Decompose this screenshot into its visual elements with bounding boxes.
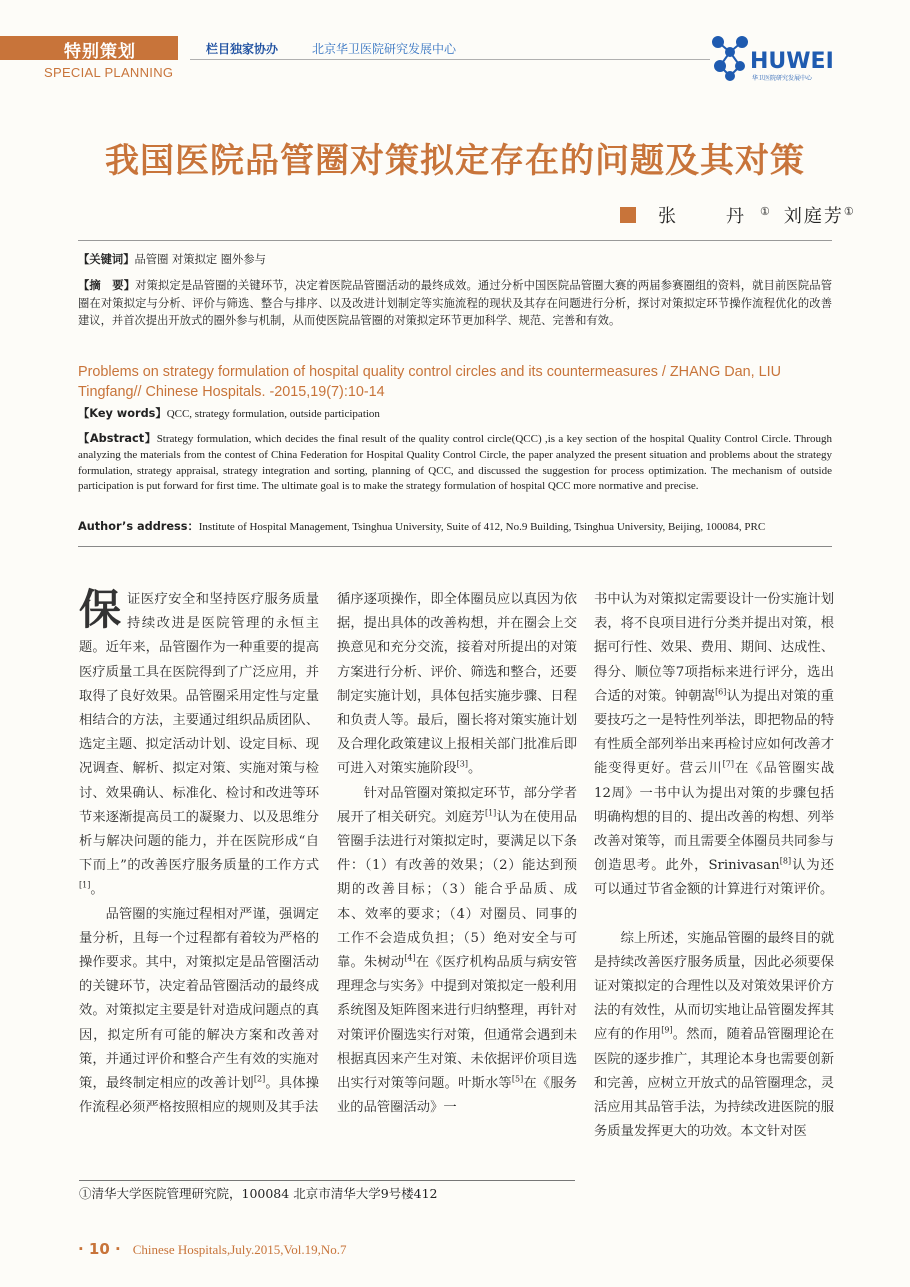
header-rule <box>190 59 710 60</box>
paragraph: 针对品管圈对策拟定环节，部分学者展开了相关研究。刘庭芳[1]认为在使用品管圈手法进行对策拟定时，要满足以下条件：（1）有改善的效果；（2）能达到预期的改善目标；（3）能合乎品质、成本、效率的要求；（4）对圈员、同事的工作不会造成负担；（5）绝对安全与可靠。朱树动[4]在《医疗机构品质与病安管理理念与实务》中提到对策拟定一般利用系统图及矩阵图来进行归纳整理，再针对对策评价圈选实行对策，但通常会遇到未根据真因来产生对策、未依据评价项目选出实行对策等问题。叶斯水等[5]在《服务业的品管圈活动》一 <box>337 785 578 1116</box>
journal-info: Chinese Hospitals,July.2015,Vol.19,No.7 <box>132 1242 347 1257</box>
section-title-en: SPECIAL PLANNING <box>44 65 174 80</box>
section-title-cn: 特别策划 <box>64 42 136 62</box>
en-abstract-text: Strategy formulation, which decides the final result of the quality control circle(QCC) ,is a key section of the hospital Quality Control Circle. Through analyzing the materials from the contest of China Federation for Hospital Quality Control Circle, the paper analyzed the present situation and problems about the strategy formulation, strategy appraisal, strategy integration and sorting, planning of QCC, and discussed the suggestion for process optimization. The mechanism of outside participation is put forward for first time. The ultimate goal is to make the strategy formulation of hospital QCC more normative and precise. <box>78 433 832 493</box>
body-column-2 <box>337 588 577 1120</box>
citation-ref: [4] <box>404 953 416 963</box>
author-square-icon <box>620 207 636 223</box>
drop-cap: 保 <box>79 585 122 634</box>
citation-ref: [3] <box>456 760 469 769</box>
paragraph: 循序逐项操作，即全体圈员应以真因为依据，提出具体的改善构想，并在圈会上交换意见和充分交流，接着对所提出的对策方案进行分析、评价、筛选和整合，还要制定实施计划，具体包括实施步骤、日程和负责人等。最后，圈长将对策实施计划及合理化政策建议上报相关部门批准后即可进入对策实施阶段[3]。 <box>337 592 577 777</box>
citation-ref: [7] <box>722 760 734 769</box>
author-2-mark: ① <box>843 205 854 218</box>
citation-ref: [6] <box>715 687 727 697</box>
author-2: 刘庭芳 <box>783 206 844 227</box>
column-sponsor-org: 北京华卫医院研究发展中心 <box>312 42 457 56</box>
en-keywords-label: 【Key words】 <box>78 407 167 420</box>
page-number: · 10 · <box>78 1240 121 1258</box>
address-label: Author’s address： <box>78 520 199 533</box>
abstract-en <box>78 431 832 495</box>
abstract-bottom-rule <box>78 546 832 547</box>
paragraph: 保证医疗安全和坚持医疗服务质量持续改进是医院管理的永恒主题。近年来，品管圈作为一种重要的提高医疗质量工具在医院得到了广泛应用，并取得了良好效果。品管圈采用定性与定量相结合的方法，主要通过组织品质团队、选定主题、拟定活动计划、设定目标、现况调查、解析、拟定对策、实施对策与检讨、效果确认、标准化、检讨和改进等环节来逐渐提高员工的凝聚力、以及思维分析与解决问题的能力，并在医院形成“自下而上”的改善医疗服务质量的工作方式[1]。 <box>79 585 319 898</box>
paragraph-gap <box>594 903 834 927</box>
english-citation-title: Problems on strategy formulation of hospital quality control circles and its countermeasures / ZHANG Dan, LIU Tingfang// Chinese Hospitals. -2015,19(7):10-14 <box>78 364 782 400</box>
paragraph: 书中认为对策拟定需要设计一份实施计划表，将不良项目进行分类并提出对策，根据可行性、效果、费用、期间、达成性、得分、顺位等7项指标来进行评分，选出合适的对策。钟朝嵩[6]认为提出对策的重要技巧之一是特性列举法，即把物品的特有性质全部列举出来再检讨应如何改善才能变得更好。营云川[7]在《品管圈实战12周》一书中认为提出对策的步骤包括明确构想的目的、提出改善的构想、列举改善对策等，而且需要全体圈员共同参与创造思考。此外，Srinivasan[8]认为还可以通过节省金额的计算进行对策评价。 <box>594 592 835 898</box>
citation-ref: [1] <box>484 808 497 818</box>
citation-ref: [8] <box>779 856 792 866</box>
address-text: Institute of Hospital Management, Tsinghua University, Suite of 412, No.9 Building, Tsinghua University, Beijing, 100084, PRC <box>198 521 766 533</box>
en-keywords-text: QCC, strategy formulation, outside participation <box>166 408 380 420</box>
citation-ref: [1] <box>79 881 91 891</box>
paragraph: 综上所述，实施品管圈的最终目的就是持续改善医疗服务质量，因此必须要保证对策拟定的合理性以及对策效果评价方法的有效性，从而切实地让品管圈发挥其应有的作用[9]。然而，随着品管圈理论在医院的逐步推广，其理论本身也需要创新和完善，应树立开放式的品管圈理念，灵活应用其品管手法，为持续改进医院的服务质量发挥更大的功效。本文针对医 <box>594 930 835 1140</box>
citation-ref: [5] <box>511 1074 524 1084</box>
citation-ref: [2] <box>253 1074 266 1084</box>
huwei-logo-icon <box>706 30 846 86</box>
citation-ref: [9] <box>661 1026 673 1036</box>
body-column-3 <box>594 588 834 1144</box>
keywords-en <box>78 405 832 423</box>
author-1: 张 丹 <box>658 206 760 227</box>
page-footer <box>78 1240 347 1258</box>
abstract-text: 对策拟定是品管圈的关键环节，决定着医院品管圈活动的最终成效。通过分析中国医院品管圈大赛的两届参赛圈组的资料，就目前医院品管圈在对策拟定与分析、评价与筛选、整合与排序、以及改进计划制定等实施流程的现状及其存在问题进行分析，探讨对策拟定环节操作流程优化的改善建议，并首次提出开放式的圈外参与机制，从而使医院品管圈的对策拟定环节更加科学、规范、完善和有效。 <box>78 279 832 327</box>
affiliation-footnote: ①清华大学医院管理研究院，100084 北京市清华大学9号楼412 <box>79 1186 438 1201</box>
abstract-top-rule <box>78 240 832 241</box>
author-address <box>78 519 832 536</box>
footnote-rule <box>79 1180 575 1181</box>
column-sponsor-label: 栏目独家协办 <box>206 42 279 56</box>
author-line <box>620 202 854 228</box>
section-tab <box>0 36 178 60</box>
article-title: 我国医院品管圈对策拟定存在的问题及其对策 <box>105 141 805 181</box>
en-abstract-label: 【Abstract】 <box>78 432 157 445</box>
author-1-mark: ① <box>760 205 770 218</box>
keywords-label: 【关键词】 <box>78 253 135 266</box>
logo-subtitle: 华卫医院研究发展中心 <box>752 75 813 82</box>
paragraph: 品管圈的实施过程相对严谨，强调定量分析，且每一个过程都有着较为严格的操作要求。其中，对策拟定是品管圈活动的关键环节，决定着品管圈活动的最终成效。对策拟定主要是针对造成问题点的真因，拟定所有可能的解决方案和改善对策，并通过评价和整合产生有效的实施对策，最终制定相应的改善计划[2]。具体操作流程必须严格按照相应的规则及其手法 <box>79 906 320 1116</box>
keywords-cn <box>78 251 832 269</box>
abstract-cn <box>78 277 832 330</box>
logo-wordmark: HUWEI <box>750 49 834 74</box>
abstract-label: 【摘 要】 <box>78 279 136 292</box>
body-column-1 <box>79 585 320 1120</box>
keywords-text: 品管圈 对策拟定 圈外参与 <box>134 253 266 266</box>
